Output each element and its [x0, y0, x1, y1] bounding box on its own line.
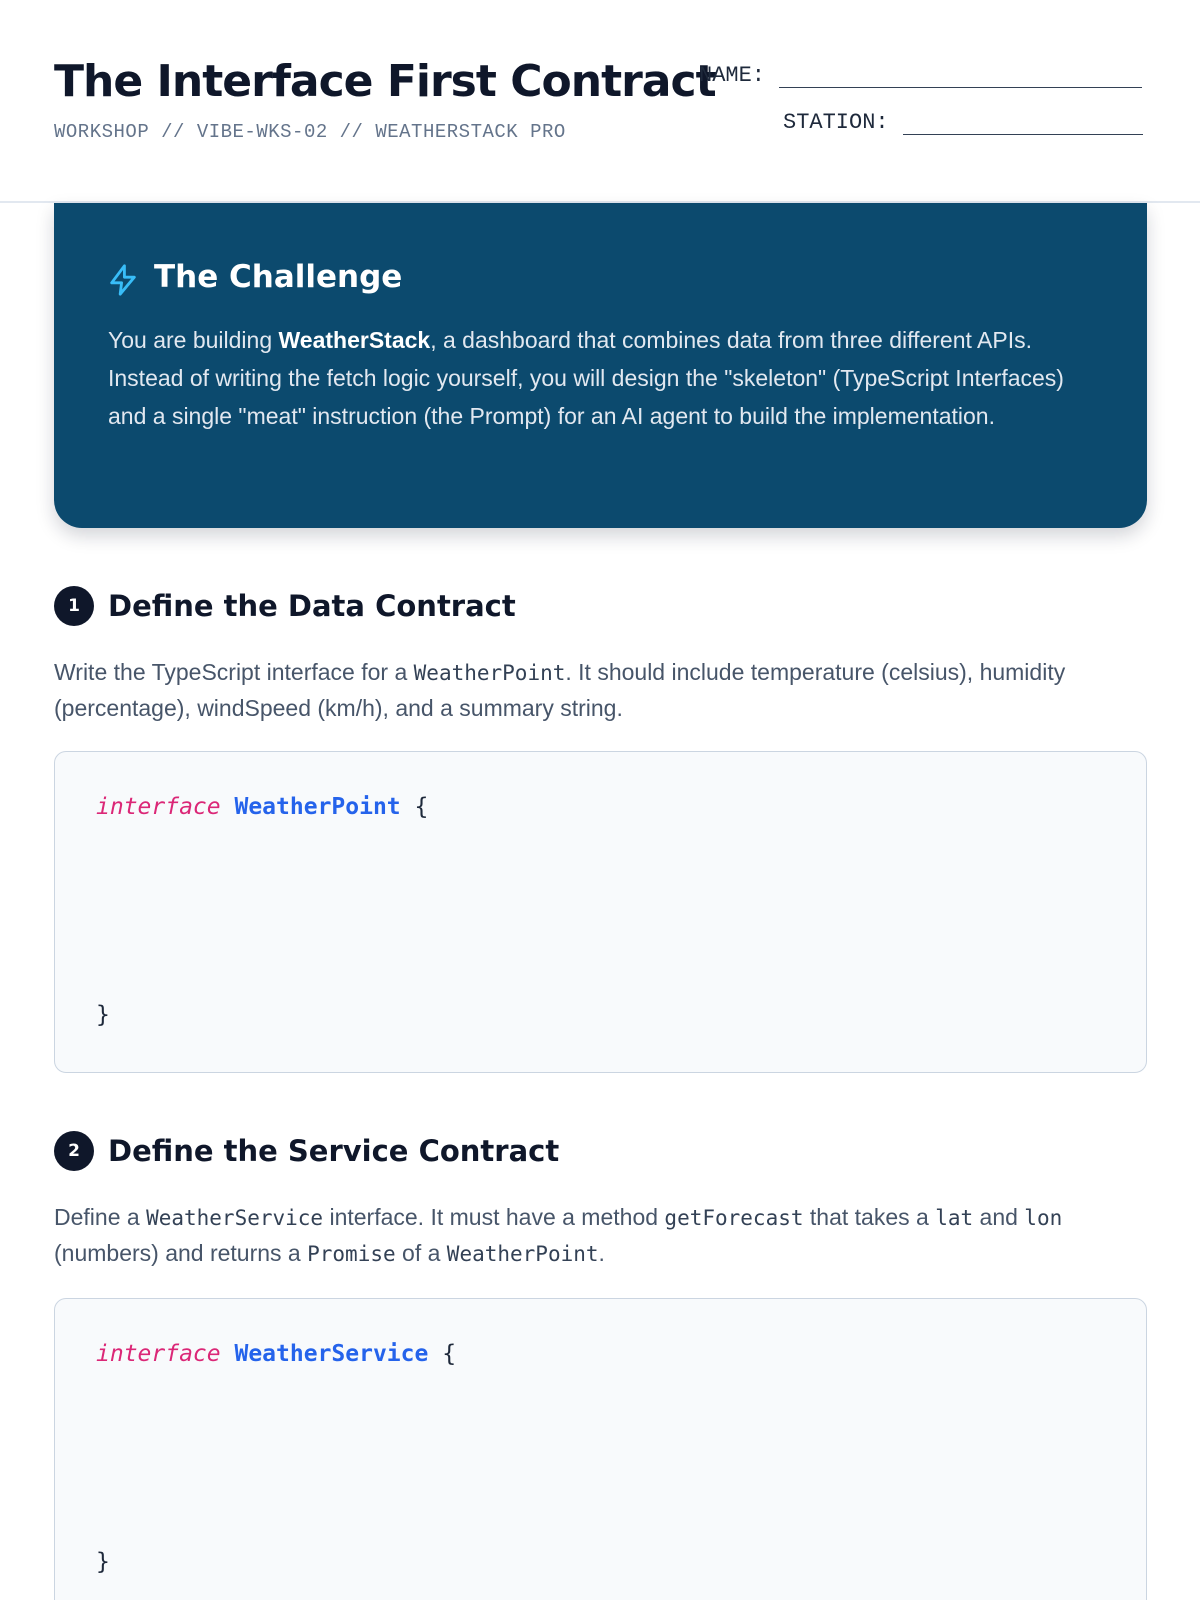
name-blank-line — [779, 68, 1142, 88]
name-field — [699, 63, 1142, 88]
challenge-title: The Challenge — [154, 259, 403, 295]
step-2-number-badge: 2 — [54, 1131, 94, 1171]
code-open-line: interface WeatherService { — [96, 1341, 457, 1367]
step-1-title: Define the Data Contract — [108, 589, 516, 623]
station-field — [783, 110, 1143, 135]
worksheet-header — [0, 0, 1200, 203]
station-label: STATION: — [783, 110, 889, 135]
page-title: The Interface First Contract — [54, 56, 716, 107]
code-close-line: } — [96, 1549, 110, 1575]
challenge-card — [54, 203, 1147, 528]
lightning-bolt-icon — [106, 263, 140, 297]
step-1-number-badge: 1 — [54, 586, 94, 626]
step-2-title: Define the Service Contract — [108, 1134, 560, 1168]
page-subtitle: WORKSHOP // VIBE-WKS-02 // WEATHERSTACK PRO — [54, 121, 566, 143]
step-1-code-answer-box[interactable] — [54, 751, 1147, 1073]
station-blank-line — [903, 115, 1143, 135]
step-1-description: Write the TypeScript interface for a WeatherPoint. It should include temperature (celsius), humidity (percentage), windSpeed (km/h), and a summary string. — [54, 659, 1066, 721]
step-2-description: Define a WeatherService interface. It must have a method getForecast that takes a lat and lon (numbers) and returns a Promise of a WeatherPoint. — [54, 1204, 1063, 1266]
code-open-line: interface WeatherPoint { — [96, 794, 429, 820]
code-close-line: } — [96, 1002, 110, 1028]
challenge-text: You are building WeatherStack, a dashboard that combines data from three different APIs. Instead of writing the fetch logic yourself, you will design the "skeleton" (TypeScript Interfaces) and a single "meat" instruction (the Prompt) for an AI agent to build the implementation. — [108, 327, 1064, 429]
step-2-code-answer-box[interactable] — [54, 1298, 1147, 1600]
step-2-heading — [54, 1131, 559, 1171]
name-label: NAME: — [699, 63, 766, 88]
step-1-heading — [54, 586, 516, 626]
challenge-product-name: WeatherStack — [278, 327, 431, 353]
